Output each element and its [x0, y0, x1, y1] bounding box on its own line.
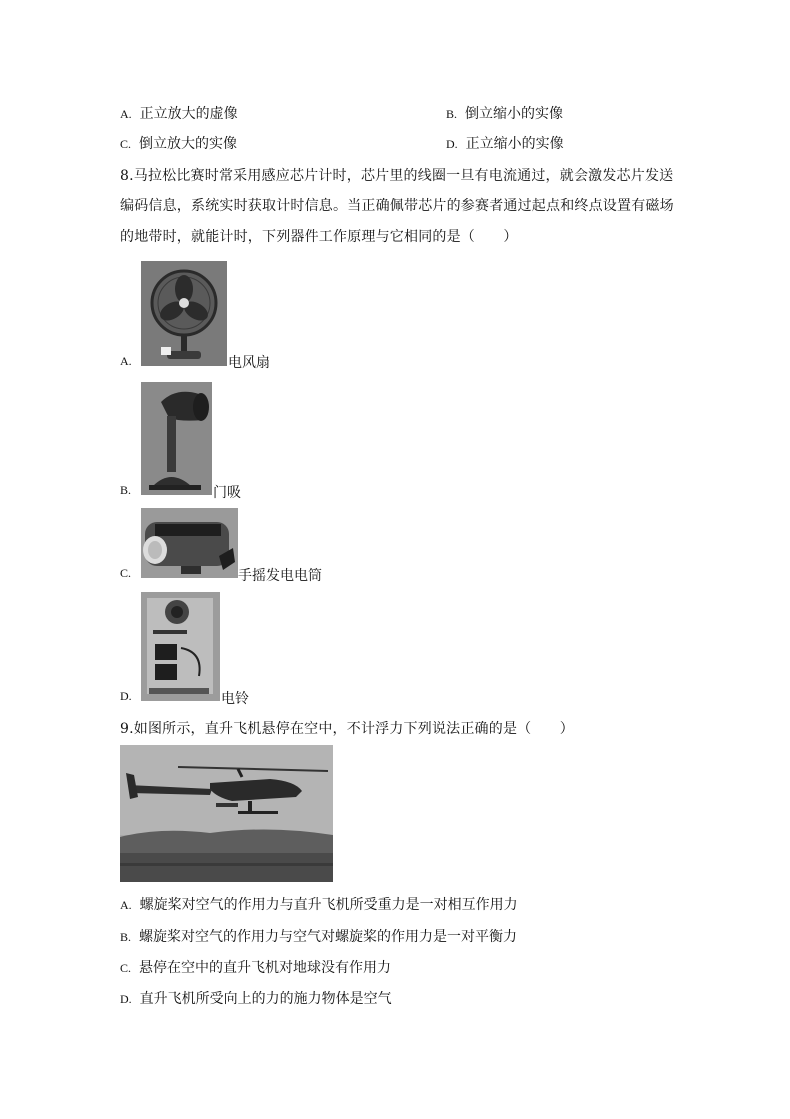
- option-text: 悬停在空中的直升飞机对地球没有作用力: [139, 960, 392, 976]
- electric-fan-image: [141, 261, 227, 366]
- q7-option-a: [120, 103, 238, 123]
- option-text: 正立放大的虚像: [139, 106, 238, 122]
- option-key: B.: [446, 107, 458, 121]
- option-text: 直升飞机所受向上的力的施力物体是空气: [139, 991, 392, 1007]
- option-text: 正立缩小的实像: [465, 136, 564, 152]
- q9-option-d: [120, 988, 392, 1008]
- option-key: A.: [120, 107, 132, 121]
- q8-option-a-text: 电风扇: [228, 355, 270, 371]
- option-text: 倒立放大的实像: [139, 136, 238, 152]
- hand-crank-flashlight-image: [141, 508, 238, 578]
- q8-option-b-text: 门吸: [213, 485, 241, 501]
- q9-stem: 9.如图所示，直升飞机悬停在空中，不计浮力下列说法正确的是（ ）: [120, 721, 574, 737]
- option-text: 螺旋桨对空气的作用力与直升飞机所受重力是一对相互作用力: [139, 897, 518, 913]
- q8-option-c-text: 手摇发电电筒: [238, 568, 322, 584]
- q8-option-c-key: C.: [120, 566, 132, 580]
- option-text: 螺旋桨对空气的作用力与空气对螺旋桨的作用力是一对平衡力: [139, 929, 518, 945]
- helicopter-image: [120, 745, 333, 882]
- q7-option-c: [120, 133, 237, 153]
- q8-stem-line-3: 的地带时，就能计时，下列器件工作原理与它相同的是（ ）: [120, 229, 518, 245]
- q8-option-a-key: A.: [120, 354, 132, 368]
- electric-bell-image: [141, 592, 220, 701]
- q7-option-d: [446, 133, 564, 153]
- q9-option-b: [120, 926, 517, 946]
- q8-option-d-key: D.: [120, 689, 132, 703]
- q8-stem-line-2: 编码信息，系统实时获取计时信息。当正确佩带芯片的参赛者通过起点和终点设置有磁场: [120, 198, 674, 214]
- q7-option-b: [446, 103, 563, 123]
- option-key: D.: [120, 992, 132, 1006]
- q8-stem-line-1: 8.马拉松比赛时常采用感应芯片计时，芯片里的线圈一旦有电流通过，就会激发芯片发送: [120, 168, 674, 184]
- q8-option-b-key: B.: [120, 483, 132, 497]
- option-key: C.: [120, 137, 132, 151]
- option-key: C.: [120, 961, 132, 975]
- option-key: A.: [120, 898, 132, 912]
- q8-option-d-text: 电铃: [221, 691, 249, 707]
- door-stop-image: [141, 382, 212, 495]
- option-key: D.: [446, 137, 458, 151]
- q9-option-a: [120, 894, 518, 914]
- option-key: B.: [120, 930, 132, 944]
- option-text: 倒立缩小的实像: [465, 106, 564, 122]
- q9-option-c: [120, 957, 391, 977]
